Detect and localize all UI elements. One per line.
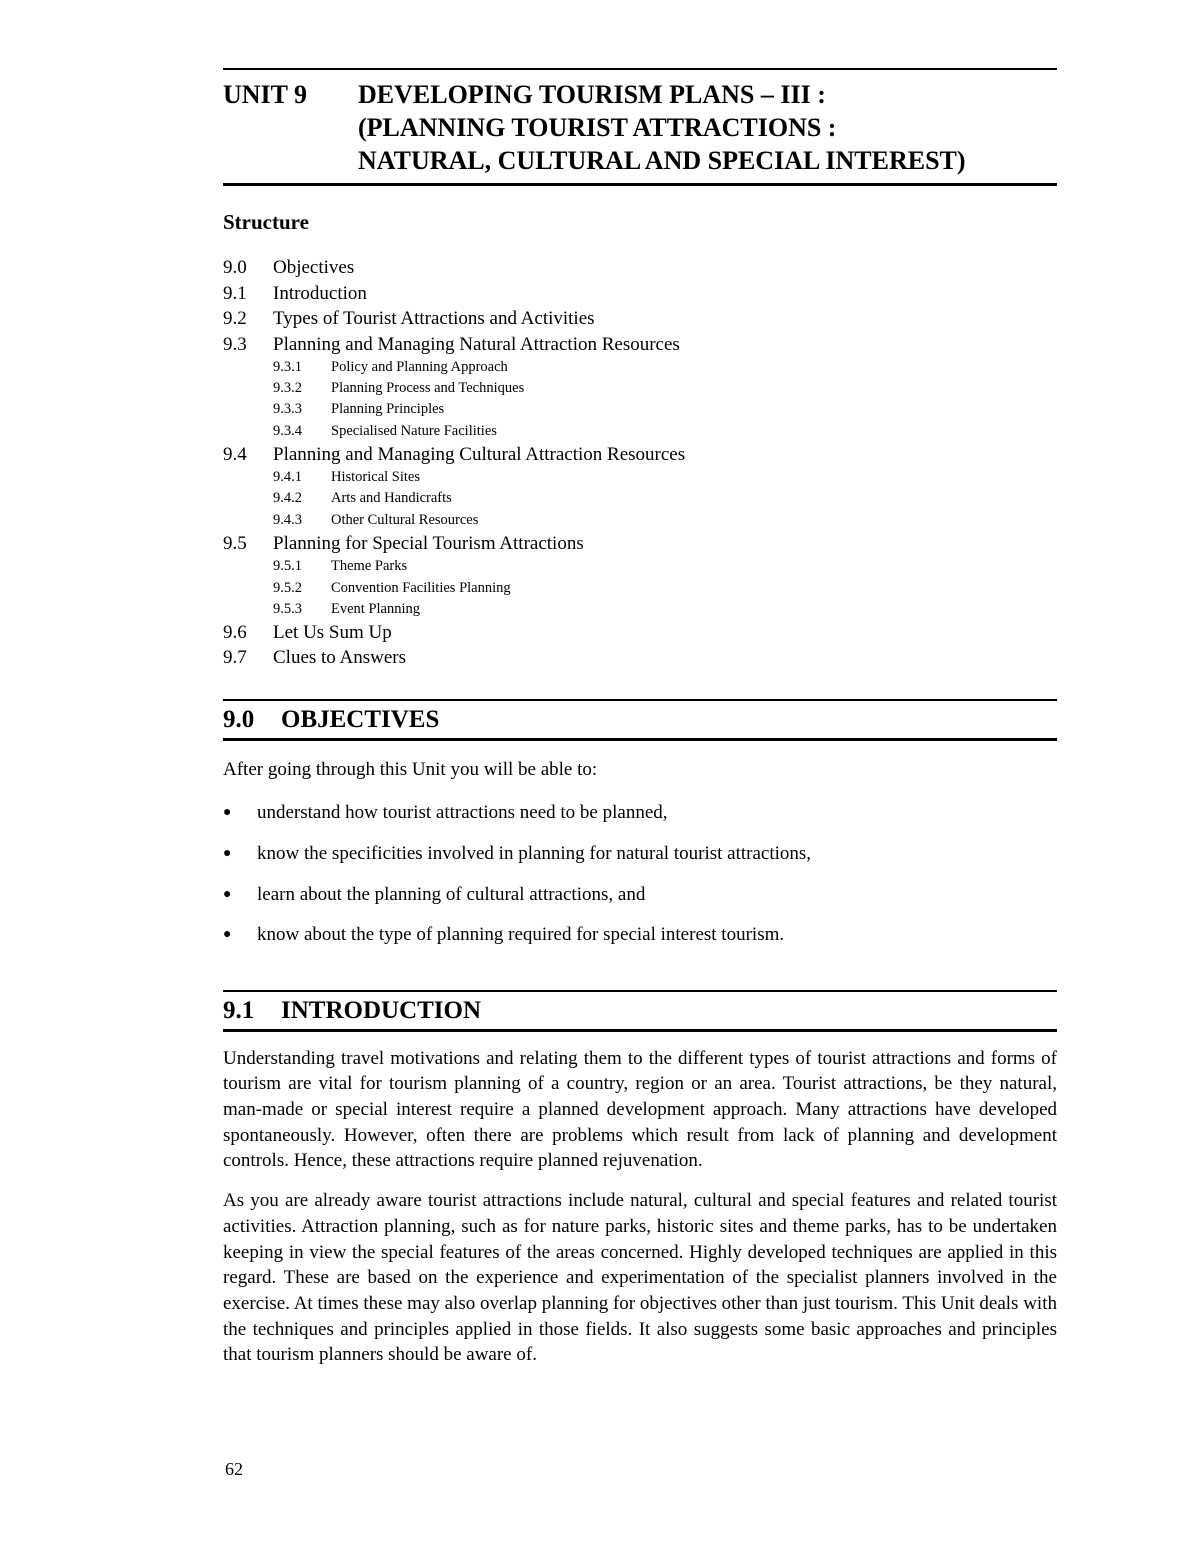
toc-label: Planning and Managing Cultural Attraction Resources bbox=[273, 443, 686, 465]
toc-item bbox=[223, 281, 1057, 307]
toc-number: 9.0 bbox=[223, 257, 247, 278]
toc-subitem bbox=[223, 357, 1057, 378]
toc-number: 9.5 bbox=[223, 532, 247, 554]
toc-number: 9.3.2 bbox=[273, 380, 302, 397]
unit-title-line: NATURAL, CULTURAL AND SPECIAL INTEREST) bbox=[358, 146, 966, 175]
toc-subitem bbox=[223, 399, 1057, 420]
unit-title-line: (PLANNING TOURIST ATTRACTIONS : bbox=[358, 113, 837, 142]
toc-label: Planning Process and Techniques bbox=[331, 380, 525, 397]
section-heading bbox=[223, 701, 1057, 738]
bullet-icon: ● bbox=[223, 845, 232, 861]
toc-item bbox=[223, 531, 1057, 557]
title-bottom-rule bbox=[223, 183, 1057, 186]
toc-subitem bbox=[223, 467, 1057, 488]
toc-label: Policy and Planning Approach bbox=[331, 359, 508, 375]
objectives-list bbox=[223, 793, 1057, 956]
toc-subitem bbox=[223, 378, 1057, 399]
list-item-text: understand how tourist attractions need to be planned, bbox=[257, 802, 668, 824]
toc-number: 9.3.3 bbox=[273, 401, 302, 418]
introduction-body bbox=[223, 1046, 1057, 1368]
list-item bbox=[223, 915, 1057, 956]
toc-subitem bbox=[223, 510, 1057, 531]
toc-label: Other Cultural Resources bbox=[331, 511, 479, 528]
objectives-section bbox=[223, 699, 1057, 956]
toc-label: Planning for Special Tourism Attractions bbox=[273, 532, 584, 554]
list-item-text: know the specificities involved in planning for natural tourist attractions, bbox=[257, 842, 812, 864]
introduction-section bbox=[223, 990, 1057, 1368]
table-of-contents bbox=[223, 255, 1057, 671]
paragraph: As you are already aware tourist attractions include natural, cultural and special features and related tourist activities. Attraction planning, such as for nature parks, historic sites and theme parks, has to be undertaken keeping in view the special features of the areas concerned. Highly developed techniques are applied in this regard. These are based on the experience and experimentation of the specialist planners involved in the exercise. At times these may also overlap planning for objectives other than just tourism. This Unit deals with the techniques and principles applied in those fields. It also suggests some basic approaches and principles that tourism planners should be aware of. bbox=[223, 1190, 1057, 1366]
toc-label: Theme Parks bbox=[331, 558, 408, 575]
toc-item bbox=[223, 620, 1057, 646]
toc-subitem bbox=[223, 556, 1057, 577]
list-item-text: know about the type of planning required for special interest tourism. bbox=[257, 924, 785, 946]
toc-item bbox=[223, 332, 1057, 358]
toc-label: Types of Tourist Attractions and Activities bbox=[273, 308, 595, 329]
section-bottom-rule bbox=[223, 738, 1057, 741]
toc-number: 9.5.3 bbox=[273, 600, 302, 617]
bullet-icon: ● bbox=[223, 805, 232, 821]
toc-number: 9.4.1 bbox=[273, 469, 302, 486]
bullet-icon: ● bbox=[223, 927, 232, 943]
list-item bbox=[223, 834, 1057, 875]
section-title: OBJECTIVES bbox=[281, 705, 440, 733]
toc-subitem bbox=[223, 488, 1057, 509]
toc-number: 9.5.2 bbox=[273, 579, 302, 596]
section-number: 9.0 bbox=[223, 705, 255, 733]
toc-number: 9.5.1 bbox=[273, 558, 302, 575]
toc-number: 9.1 bbox=[223, 282, 247, 304]
toc-label: Planning Principles bbox=[331, 401, 445, 418]
toc-subitem bbox=[223, 599, 1057, 620]
unit-label: UNIT 9 bbox=[223, 80, 308, 109]
toc-number: 9.7 bbox=[223, 647, 247, 669]
toc-item bbox=[223, 645, 1057, 671]
section-bottom-rule bbox=[223, 1029, 1057, 1032]
toc-subitem bbox=[223, 421, 1057, 442]
toc-number: 9.3.4 bbox=[273, 422, 302, 439]
section-number: 9.1 bbox=[223, 996, 255, 1024]
toc-subitem bbox=[223, 578, 1057, 599]
toc-label: Let Us Sum Up bbox=[273, 621, 392, 643]
toc-number: 9.4.3 bbox=[273, 511, 302, 528]
toc-number: 9.4 bbox=[223, 443, 247, 465]
list-item bbox=[223, 874, 1057, 915]
toc-item bbox=[223, 442, 1057, 468]
toc-number: 9.3.1 bbox=[273, 359, 302, 375]
toc-label: Clues to Answers bbox=[273, 647, 406, 669]
toc-label: Convention Facilities Planning bbox=[331, 579, 511, 596]
toc-label: Arts and Handicrafts bbox=[331, 490, 452, 507]
section-title: INTRODUCTION bbox=[281, 996, 482, 1024]
toc-label: Historical Sites bbox=[331, 469, 421, 486]
unit-title bbox=[358, 78, 1057, 177]
toc-label: Specialised Nature Facilities bbox=[331, 422, 497, 439]
toc-label: Introduction bbox=[273, 282, 367, 304]
document-page bbox=[223, 68, 1057, 1368]
structure-heading: Structure bbox=[223, 210, 309, 234]
toc-label: Objectives bbox=[273, 257, 355, 278]
toc-label: Planning and Managing Natural Attraction Resources bbox=[273, 333, 680, 355]
section-heading bbox=[223, 992, 1057, 1029]
list-item-text: learn about the planning of cultural attractions, and bbox=[257, 883, 646, 905]
toc-number: 9.4.2 bbox=[273, 490, 302, 507]
unit-header bbox=[223, 70, 1057, 183]
toc-item bbox=[223, 255, 1057, 281]
paragraph: Understanding travel motivations and relating them to the different types of tourist attractions and forms of tourism are vital for tourism planning of a country, region or an area. Tourist attractions, be they natural, man-made or special interest require a planned development approach. Many attractions have developed spontaneously. However, often there are problems which result from lack of planning and development controls. Hence, these attractions require planned rejuvenation. bbox=[223, 1047, 1057, 1172]
list-item bbox=[223, 793, 1057, 834]
objectives-intro: After going through this Unit you will be able to: bbox=[223, 758, 598, 780]
page-number: 62 bbox=[225, 1459, 243, 1479]
bullet-icon: ● bbox=[223, 886, 232, 902]
toc-number: 9.3 bbox=[223, 333, 247, 355]
toc-label: Event Planning bbox=[331, 600, 421, 617]
toc-item bbox=[223, 306, 1057, 332]
toc-number: 9.2 bbox=[223, 308, 247, 329]
unit-title-line: DEVELOPING TOURISM PLANS – III : bbox=[358, 80, 826, 109]
toc-number: 9.6 bbox=[223, 621, 247, 643]
